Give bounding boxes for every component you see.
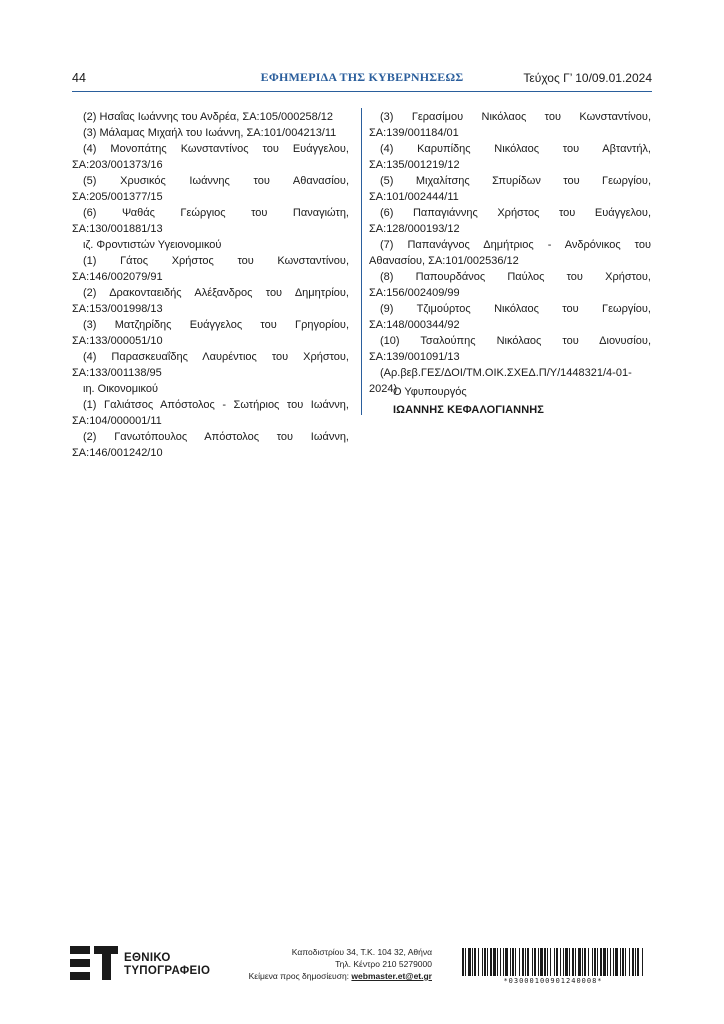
barcode-bar [620,948,621,976]
list-item: (4) Καρυπίδης Νικόλαος του Αβταντήλ, ΣΑ:135/001219/12 [369,143,651,171]
list-item: (2) Ησαΐας Ιωάννης του Ανδρέα, ΣΑ:105/000258/12 [83,111,333,123]
barcode-bar [588,948,589,976]
barcode-bar [468,948,471,976]
barcode-bar [584,948,586,976]
header-divider [72,91,652,92]
barcode-bar [632,948,634,976]
barcode-bar [560,948,561,976]
barcode-bar [554,948,555,976]
barcode-bar [534,948,536,976]
list-item: (2) Δρακονταειδής Αλέξανδρος του Δημητρίου, ΣΑ:153/001998/13 [72,287,349,315]
barcode-bar [525,948,526,976]
barcode-bar [538,948,539,976]
barcode-bar [563,948,564,976]
barcode-number: *03000100901240008* [503,977,603,985]
barcode-bar [497,948,498,976]
barcode-bar [482,948,483,976]
barcode-bar [603,948,606,976]
issue-info: Τεύχος Γ’ 10/09.01.2024 [523,71,652,85]
logo-text [124,952,210,978]
phone-line: Τηλ. Κέντρο 210 5279000 [335,959,432,969]
list-item: (7) Παπανάγνος Δημήτριος - Ανδρόνικος του Αθανασίου, ΣΑ:101/002536/12 [369,239,651,267]
barcode-bar [465,948,466,976]
barcode-bar [592,948,593,976]
barcode-bar [578,948,581,976]
barcode-bar [522,948,524,976]
list-item: (5) Μιχαλίτσης Σπυρίδων του Γεωργίου, ΣΑ:101/002444/11 [369,175,651,203]
barcode-bar [487,948,488,976]
et-logo-icon [70,946,118,980]
right-column [369,109,651,397]
barcode-bar [613,948,614,976]
list-item: (5) Χρυσικός Ιωάννης του Αθανασίου, ΣΑ:205/001377/15 [72,175,349,203]
barcode-bar [565,948,568,976]
list-item: (6) Ψαθάς Γεώργιος του Παναγιώτη, ΣΑ:130/001881/13 [72,207,349,235]
barcode-bar [472,948,473,976]
barcode-bar [625,948,626,976]
section-heading: ιζ. Φροντιστών Υγειονομικού [83,239,222,251]
barcode-bar [510,948,511,976]
logo-line-1: ΕΘΝΙΚΟ [124,952,171,964]
list-item: (9) Τζιμούρτος Νικόλαος του Γεωργίου, ΣΑ:148/000344/92 [369,303,651,331]
barcode-bar [575,948,576,976]
list-item: (3) Ματζηρίδης Ευάγγελος του Γρηγορίου, ΣΑ:133/000051/10 [72,319,349,347]
reference-number: (Αρ.βεβ.ΓΕΣ/ΔΟΙ/ΤΜ.ΟΙΚ.ΣΧΕΔ.Π/Υ/1448321/4-01-2024) [369,367,632,395]
submission-line [212,970,432,982]
barcode-bar [540,948,543,976]
barcode-bar [635,948,636,976]
barcode-bar [572,948,574,976]
barcode-bar [490,948,492,976]
gazette-title: ΕΦΗΜΕΡΙΔΑ ΤΗΣ ΚΥΒΕΡΝΗΣΕΩΣ [260,70,464,84]
barcode-bar [607,948,608,976]
list-item: (1) Γαλιάτσος Απόστολος - Σωτήριος του Ιωάννη, ΣΑ:104/000001/11 [72,399,349,427]
barcode-bar [550,948,551,976]
barcode [462,948,644,976]
column-divider [361,108,362,415]
barcode-bar [594,948,596,976]
barcode-bar [512,948,514,976]
barcode-bar [622,948,624,976]
barcode-bar [610,948,611,976]
barcode-bar [582,948,583,976]
barcode-bar [637,948,639,976]
barcode-bar [484,948,486,976]
barcode-bar [527,948,529,976]
list-item: (4) Παρασκευαΐδης Λαυρέντιος του Χρήστου, ΣΑ:133/001138/95 [72,351,349,379]
barcode-bar [629,948,630,976]
barcode-bar [493,948,496,976]
logo-line-2: ΤΥΠΟΓΡΑΦΕΙΟ [124,965,211,977]
signatory-name: ΙΩΑΝΝΗΣ ΚΕΦΑΛΟΓΙΑΝΝΗΣ [393,404,545,416]
barcode-bar [503,948,504,976]
submission-label: Κείμενα προς δημοσίευση: [248,971,350,981]
left-column [72,109,349,461]
list-item: (8) Παπουρδάνος Παύλος του Χρήστου, ΣΑ:156/002409/99 [369,271,651,299]
barcode-bar [600,948,602,976]
barcode-bar [462,948,464,976]
barcode-bar [547,948,548,976]
barcode-bar [519,948,520,976]
barcode-bar [597,948,598,976]
page-header [72,68,652,90]
email-link[interactable]: webmaster.et@et.gr [351,971,432,981]
barcode-bar [532,948,533,976]
signatory-title: Ο Υφυπουργός [393,386,467,398]
list-item: (2) Γανωτόπουλος Απόστολος του Ιωάννη, ΣΑ:146/001242/10 [72,431,349,459]
address-line: Καποδιστρίου 34, Τ.Κ. 104 32, Αθήνα [291,947,432,957]
footer-address [212,946,432,982]
list-item: (1) Γάτος Χρήστος του Κωνσταντίνου, ΣΑ:146/002079/91 [72,255,349,283]
list-item: (10) Τσαλούπης Νικόλαος του Διονυσίου, ΣΑ:139/001091/13 [369,335,651,363]
list-item: (4) Μονοπάτης Κωνσταντίνος του Ευάγγελου, ΣΑ:203/001373/16 [72,143,349,171]
barcode-bar [474,948,476,976]
barcode-bar [515,948,516,976]
section-heading: ιη. Οικονομικού [83,383,159,395]
barcode-bar [505,948,508,976]
list-item: (3) Μάλαμας Μιχαήλ του Ιωάννη, ΣΑ:101/004213/11 [83,127,337,139]
page-number: 44 [72,71,86,85]
barcode-bar [478,948,479,976]
barcode-bar [642,948,643,976]
barcode-bar [556,948,558,976]
barcode-bar [615,948,618,976]
national-printing-office-logo [70,946,210,980]
list-item: (3) Γερασίμου Νικόλαος του Κωνσταντίνου, ΣΑ:139/001184/01 [369,111,651,139]
barcode-bar [569,948,570,976]
barcode-bar [500,948,501,976]
barcode-bar [544,948,546,976]
list-item: (6) Παπαγιάννης Χρήστος του Ευάγγελου, ΣΑ:128/000193/12 [369,207,651,235]
